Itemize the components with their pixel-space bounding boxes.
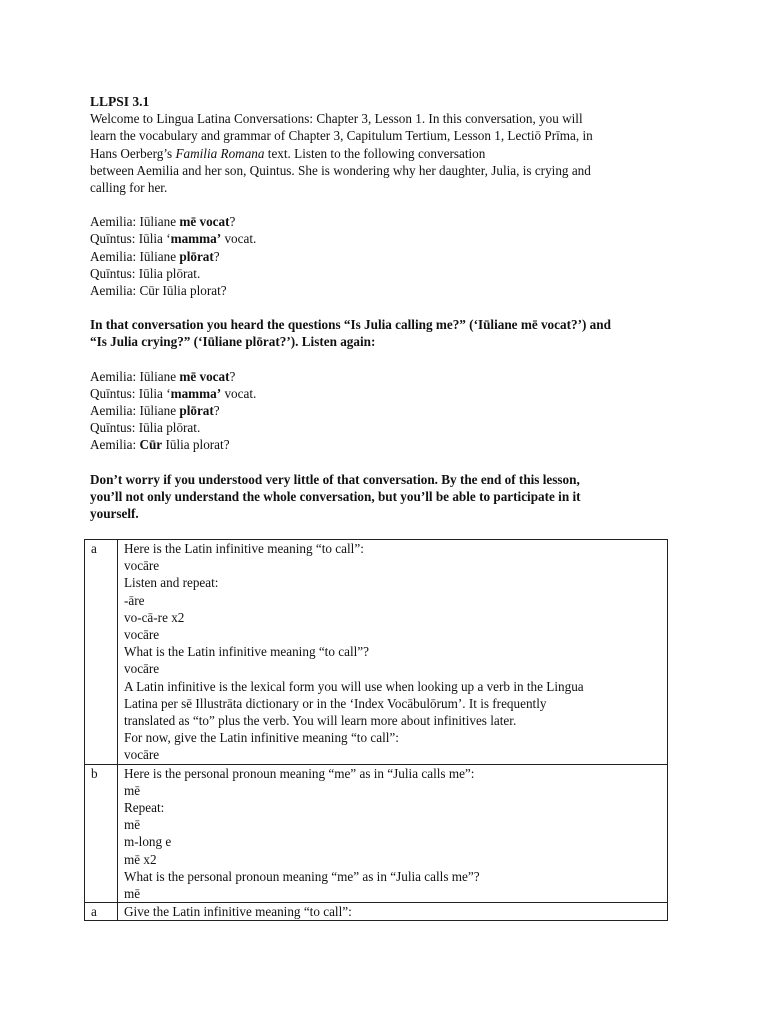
- drill-table: [84, 539, 668, 921]
- drill-line: What is the Latin infinitive meaning “to call”?: [124, 644, 369, 660]
- dialogue-emphasis: mē vocat: [179, 368, 230, 384]
- drill-row-content: [118, 764, 668, 903]
- drill-line: vocāre: [124, 627, 160, 643]
- drill-row-key: a: [85, 540, 118, 765]
- drill-line: Listen and repeat:: [124, 575, 219, 591]
- drill-line: mē: [124, 886, 141, 902]
- intro-text: text. Listen to the following conversation: [264, 145, 486, 161]
- dialogue-text: Aemilia: Iūliane: [90, 214, 180, 230]
- drill-row: [85, 903, 668, 921]
- intro-line: [90, 145, 690, 162]
- drill-line: What is the personal pronoun meaning “me” as in “Julia calls me”?: [124, 868, 480, 884]
- dialogue-line: [90, 402, 690, 419]
- drill-line: Latina per sē Illustrāta dictionary or in the ‘Index Vocābulōrum’. It is frequently: [124, 695, 547, 711]
- document-title: LLPSI 3.1: [90, 94, 150, 109]
- drill-line: -āre: [124, 592, 145, 608]
- dialogue-text: ?: [213, 248, 220, 264]
- dialogue-text: Quīntus: Iūlia ‘: [90, 385, 171, 401]
- dialogue-text: ?: [229, 214, 236, 230]
- dialogue-line: [90, 248, 690, 265]
- instruction-paragraph-2: [90, 471, 690, 523]
- drill-line: vocāre: [124, 558, 160, 574]
- instruction-line: In that conversation you heard the questions “Is Julia calling me?” (‘Iūliane mē vocat?’) and: [90, 317, 611, 333]
- dialogue-text: ?: [229, 368, 236, 384]
- dialogue-emphasis: mē vocat: [179, 214, 230, 230]
- dialogue-text: Iūlia plorat?: [162, 437, 230, 453]
- book-title: Familia Romana: [175, 145, 265, 161]
- intro-line: between Aemilia and her son, Quintus. She is wondering why her daughter, Julia, is crying and: [90, 162, 591, 178]
- drill-line: Give the Latin infinitive meaning “to call”:: [124, 904, 352, 920]
- intro-text: Hans Oerberg’s: [90, 145, 176, 161]
- drill-line: vo-cā-re x2: [124, 609, 185, 625]
- dialogue-text: Aemilia:: [90, 437, 140, 453]
- dialogue-emphasis: mamma’: [170, 231, 222, 247]
- drill-row: [85, 764, 668, 903]
- instruction-line: yourself.: [90, 506, 139, 522]
- drill-line: A Latin infinitive is the lexical form you will use when looking up a verb in the Lingua: [124, 678, 584, 694]
- drill-line: Here is the personal pronoun meaning “me” as in “Julia calls me”:: [124, 765, 475, 781]
- dialogue-text: Aemilia: Iūliane: [90, 248, 180, 264]
- drill-row-content: [118, 540, 668, 765]
- drill-line: vocāre: [124, 747, 160, 763]
- dialogue-emphasis: mamma’: [170, 385, 222, 401]
- dialogue-2: [90, 368, 690, 454]
- drill-row: [85, 540, 668, 765]
- dialogue-text: ?: [213, 403, 220, 419]
- dialogue-emphasis: Cūr: [139, 437, 163, 453]
- drill-line: Here is the Latin infinitive meaning “to call”:: [124, 541, 364, 556]
- drill-line: mē: [124, 817, 141, 833]
- drill-row-key: b: [85, 764, 118, 903]
- dialogue-line: [90, 282, 690, 299]
- drill-row-content: [118, 903, 668, 921]
- intro-line: calling for her.: [90, 180, 168, 196]
- dialogue-emphasis: plōrat: [179, 248, 214, 264]
- intro-paragraph: [90, 110, 690, 196]
- drill-line: translated as “to” plus the verb. You will learn more about infinitives later.: [124, 713, 517, 729]
- drill-line: mē: [124, 782, 141, 798]
- drill-line: Repeat:: [124, 800, 165, 816]
- instruction-line: Don’t worry if you understood very little of that conversation. By the end of this lesson,: [90, 471, 580, 487]
- instruction-line: “Is Julia crying?” (‘Iūliane plōrat?’). Listen again:: [90, 334, 376, 350]
- dialogue-text: Quīntus: Iūlia plōrat.: [90, 265, 201, 281]
- dialogue-text: vocat.: [221, 231, 257, 247]
- drill-line: m-long e: [124, 834, 172, 850]
- dialogue-1: [90, 213, 690, 299]
- dialogue-text: Quīntus: Iūlia plōrat.: [90, 420, 201, 436]
- dialogue-text: vocat.: [221, 385, 257, 401]
- intro-line: Welcome to Lingua Latina Conversations: Chapter 3, Lesson 1. In this conversation, you will: [90, 111, 583, 127]
- instruction-paragraph-1: [90, 316, 690, 350]
- document-body: [90, 93, 690, 522]
- dialogue-line: [90, 385, 690, 402]
- drill-line: vocāre: [124, 661, 160, 677]
- dialogue-emphasis: plōrat: [179, 403, 214, 419]
- dialogue-line: [90, 368, 690, 385]
- dialogue-line: [90, 230, 690, 247]
- dialogue-line: [90, 419, 690, 436]
- drill-row-key: a: [85, 903, 118, 921]
- dialogue-line: [90, 265, 690, 282]
- drill-line: For now, give the Latin infinitive meaning “to call”:: [124, 730, 399, 746]
- intro-line: learn the vocabulary and grammar of Chapter 3, Capitulum Tertium, Lesson 1, Lectiō Prīma, in: [90, 128, 593, 144]
- dialogue-line: [90, 213, 690, 230]
- dialogue-text: Aemilia: Iūliane: [90, 403, 180, 419]
- dialogue-text: Quīntus: Iūlia ‘: [90, 231, 171, 247]
- dialogue-line: [90, 436, 690, 453]
- drill-line: mē x2: [124, 851, 157, 867]
- dialogue-text: Aemilia: Cūr Iūlia plorat?: [90, 283, 227, 299]
- instruction-line: you’ll not only understand the whole conversation, but you’ll be able to participate in it: [90, 488, 581, 504]
- dialogue-text: Aemilia: Iūliane: [90, 368, 180, 384]
